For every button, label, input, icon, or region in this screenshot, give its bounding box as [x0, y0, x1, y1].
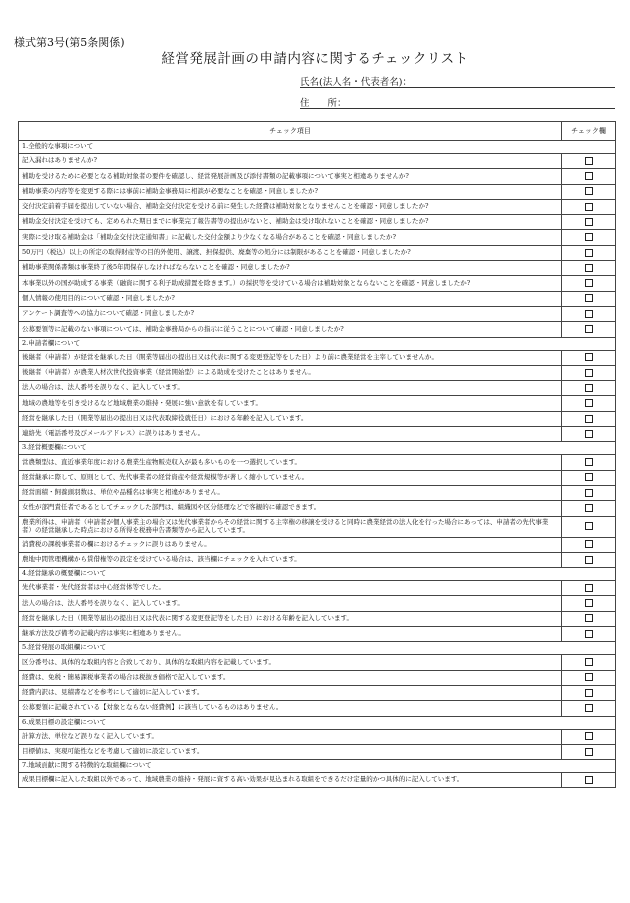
checklist-row	[19, 516, 616, 537]
checkbox[interactable]	[585, 187, 593, 195]
check-cell	[562, 365, 616, 380]
checklist-row	[19, 455, 616, 470]
column-header-item: チェック項目	[19, 122, 562, 141]
section-title: 2.申請者欄について	[19, 337, 616, 350]
check-cell	[562, 470, 616, 485]
checklist-row	[19, 485, 616, 500]
check-cell	[562, 169, 616, 184]
checkbox[interactable]	[585, 415, 593, 423]
checklist-item-text: 法人の場合は、法人番号を誤りなく、記入しています。	[19, 596, 562, 611]
checklist-row	[19, 596, 616, 611]
section-title: 7.地域貢献に関する特徴的な取組欄について	[19, 760, 616, 773]
check-cell	[562, 199, 616, 214]
checklist-row	[19, 501, 616, 516]
checklist-item-text: 営農類型は、直近事業年度における農業生産物販売収入が最も多いものを一つ選択しています。	[19, 455, 562, 470]
checklist-item-text: 後継者（申請者）が経営を継承した日（開業等届出の提出日又は代表に関する変更登記等をした日）より前に農業経営を主宰していませんか。	[19, 350, 562, 365]
checkbox[interactable]	[585, 614, 593, 622]
checklist-item-text: 補助事業の内容等を変更する際には事前に補助金事務局に相談が必要なことを確認・同意しましたか?	[19, 184, 562, 199]
checkbox[interactable]	[585, 249, 593, 257]
section-title: 3.経営概要欄について	[19, 442, 616, 455]
address-label-part1: 住	[300, 98, 310, 109]
section-header-row	[19, 337, 616, 350]
check-cell	[562, 184, 616, 199]
section-header-row	[19, 642, 616, 655]
section-header-row	[19, 760, 616, 773]
check-cell	[562, 350, 616, 365]
check-cell	[562, 611, 616, 626]
check-cell	[562, 537, 616, 552]
check-cell	[562, 627, 616, 642]
check-cell	[562, 381, 616, 396]
checklist-item-text: 女性が部門責任者であるとしてチェックした部門は、組織図や区分経理などで客観的に確認できます。	[19, 501, 562, 516]
checkbox[interactable]	[585, 264, 593, 272]
checklist-row	[19, 322, 616, 337]
checklist-item-text: 補助を受けるために必要となる補助対象者の要件を確認し、経営発展計画及び添付書類の記載事項について事実と相違ありませんか?	[19, 169, 562, 184]
check-cell	[562, 670, 616, 685]
section-title: 6.成果目標の設定欄について	[19, 716, 616, 729]
address-field[interactable]	[300, 95, 615, 109]
checklist-item-text: 経費は、免税・簡易課税事業者の場合は税抜き価格で記入しています。	[19, 670, 562, 685]
form-number: 様式第3号(第5条関係)	[14, 36, 125, 49]
checklist-item-text: 個人情報の使用目的について確認・同意しましたか?	[19, 291, 562, 306]
checklist-item-text: 消費税の課税事業者の欄におけるチェックに誤りはありません。	[19, 537, 562, 552]
applicant-name-field[interactable]	[300, 74, 615, 88]
checklist-row	[19, 396, 616, 411]
checklist-item-text: 先代事業者・先代経営者は中心経営体等でした。	[19, 581, 562, 596]
check-cell	[562, 773, 616, 788]
checkbox[interactable]	[585, 172, 593, 180]
checklist-item-text: 経営を継承した日（開業等届出の提出日又は代表に関する変更登記等をした日）における年齢を記入しています。	[19, 611, 562, 626]
checklist-row	[19, 427, 616, 442]
check-cell	[562, 701, 616, 716]
checklist-item-text: 継承方法及び備考の記載内容は事実に相違ありません。	[19, 627, 562, 642]
check-cell	[562, 230, 616, 245]
checkbox[interactable]	[585, 430, 593, 438]
check-cell	[562, 455, 616, 470]
checklist-row	[19, 276, 616, 291]
check-cell	[562, 291, 616, 306]
checkbox[interactable]	[585, 157, 593, 165]
checklist-row	[19, 184, 616, 199]
checkbox[interactable]	[585, 748, 593, 756]
checklist-row	[19, 230, 616, 245]
checklist-row	[19, 199, 616, 214]
checklist-item-text: 経費内訳は、見積書などを参考にして適切に記入しています。	[19, 685, 562, 700]
checkbox[interactable]	[585, 279, 593, 287]
checkbox[interactable]	[585, 369, 593, 377]
checkbox[interactable]	[585, 540, 593, 548]
column-header-check: チェック欄	[562, 122, 616, 141]
checklist-row	[19, 365, 616, 380]
checkbox[interactable]	[585, 353, 593, 361]
checkbox[interactable]	[585, 489, 593, 497]
checklist-item-text: 計算方法、単位など誤りなく記入しています。	[19, 729, 562, 744]
check-cell	[562, 245, 616, 260]
checklist-row	[19, 154, 616, 169]
check-cell	[562, 729, 616, 744]
checklist-item-text: 公募要領等に記載のない事項については、補助金事務局からの指示に従うことについて確認・同意しましたか?	[19, 322, 562, 337]
check-cell	[562, 261, 616, 276]
check-cell	[562, 427, 616, 442]
check-cell	[562, 744, 616, 759]
check-cell	[562, 655, 616, 670]
checklist-item-text: 記入漏れはありませんか?	[19, 154, 562, 169]
section-header-row	[19, 141, 616, 154]
checkbox[interactable]	[585, 473, 593, 481]
check-cell	[562, 322, 616, 337]
section-title: 1.全般的な事項について	[19, 141, 616, 154]
checkbox[interactable]	[585, 689, 593, 697]
checkbox[interactable]	[585, 658, 593, 666]
checklist-item-text: 農地中間管理機構から賃借権等の設定を受けている場合は、該当欄にチェックを入れています。	[19, 552, 562, 567]
checklist-item-text: 成果目標欄に記入した取組以外であって、地域農業の維持・発展に資する高い効果が見込まれる取組をできるだけ定量的かつ具体的に記入しています。	[19, 773, 562, 788]
check-cell	[562, 411, 616, 426]
checkbox[interactable]	[585, 325, 593, 333]
checklist-item-text: 公募要領に記載されている【対象とならない経費例】に該当しているものはありません。	[19, 701, 562, 716]
checklist-row	[19, 261, 616, 276]
checkbox[interactable]	[585, 522, 593, 530]
checklist-row	[19, 670, 616, 685]
checklist-row	[19, 627, 616, 642]
checklist-item-text: 連絡先（電話番号及びメールアドレス）に誤りはありません。	[19, 427, 562, 442]
checklist-item-text: 交付決定前着手届を提出していない場合、補助金交付決定を受ける前に発生した経費は補助対象となりませんことを確認・同意しましたか?	[19, 199, 562, 214]
checklist-row	[19, 552, 616, 567]
checklist-item-text: 補助金交付決定を受けても、定められた期日までに事業完了報告書等の提出がないと、補助金は受け取れないことを確認・同意しましたか?	[19, 215, 562, 230]
checklist-item-text: 経営を継承した日（開業等届出の提出日又は代表取締役就任日）における年齢を記入しています。	[19, 411, 562, 426]
checklist-item-text: 経営継承に際して、原則として、先代事業者の経営資産や経営規模等が著しく縮小していません。	[19, 470, 562, 485]
check-cell	[562, 276, 616, 291]
checkbox[interactable]	[585, 599, 593, 607]
checklist-row	[19, 537, 616, 552]
checkbox[interactable]	[585, 203, 593, 211]
check-cell	[562, 215, 616, 230]
checkbox[interactable]	[585, 732, 593, 740]
checklist-row	[19, 729, 616, 744]
section-title: 5.経営発展の取組欄について	[19, 642, 616, 655]
checklist-item-text: アンケート調査等への協力について確認・同意しましたか?	[19, 306, 562, 321]
checklist-item-text: 補助事業関係書類は事業終了後5年間保存しなければならないことを確認・同意しましたか?	[19, 261, 562, 276]
checkbox[interactable]	[585, 776, 593, 784]
checklist-item-text: 地域の農地等を引き受けるなど地域農業の維持・発展に強い意欲を有しています。	[19, 396, 562, 411]
checkbox[interactable]	[585, 704, 593, 712]
checkbox[interactable]	[585, 218, 593, 226]
check-cell	[562, 516, 616, 537]
checklist-item-text: 目標値は、実現可能性などを考慮して適切に設定しています。	[19, 744, 562, 759]
check-cell	[562, 685, 616, 700]
checklist-row	[19, 581, 616, 596]
checklist-row	[19, 381, 616, 396]
check-cell	[562, 501, 616, 516]
checklist-item-text: 後継者（申請者）が農業人材次世代投資事業（経営開始型）による助成を受けたことはありません。	[19, 365, 562, 380]
checklist-item-text: 50万円（税込）以上の所定の取得財産等の目的外使用、譲渡、担保提供、廃棄等の処分には制限があることを確認・同意しましたか?	[19, 245, 562, 260]
checkbox[interactable]	[585, 399, 593, 407]
checkbox[interactable]	[585, 384, 593, 392]
checklist-table	[18, 121, 616, 788]
checklist-row	[19, 611, 616, 626]
document-title: 経営発展計画の申請内容に関するチェックリスト	[161, 51, 469, 67]
checklist-row	[19, 773, 616, 788]
checklist-row	[19, 470, 616, 485]
checkbox[interactable]	[585, 504, 593, 512]
checklist-row	[19, 701, 616, 716]
checklist-row	[19, 245, 616, 260]
checklist-row	[19, 169, 616, 184]
checklist-item-text: 本事業以外の国が助成する事業（融資に関する利子助成措置を除きます。）の採択等を受けている場合は補助対象とならないことを確認・同意しましたか?	[19, 276, 562, 291]
checkbox[interactable]	[585, 458, 593, 466]
checkbox[interactable]	[585, 310, 593, 318]
checklist-item-text: 法人の場合は、法人番号を誤りなく、記入しています。	[19, 381, 562, 396]
check-cell	[562, 552, 616, 567]
checkbox[interactable]	[585, 673, 593, 681]
address-label-part2: 所：	[327, 98, 347, 109]
section-title: 4.経営継承の概要欄について	[19, 568, 616, 581]
section-header-row	[19, 442, 616, 455]
checkbox[interactable]	[585, 233, 593, 241]
checklist-item-text: 区分番号は、具体的な取組内容と合致しており、具体的な取組内容を記載しています。	[19, 655, 562, 670]
checkbox[interactable]	[585, 556, 593, 564]
section-header-row	[19, 716, 616, 729]
checklist-item-text: 実際に受け取る補助金は「補助金交付決定通知書」に記載した交付金額より少なくなる場合があることを確認・同意しましたか?	[19, 230, 562, 245]
check-cell	[562, 306, 616, 321]
table-header-row	[19, 122, 616, 141]
section-header-row	[19, 568, 616, 581]
checklist-row	[19, 655, 616, 670]
checklist-row	[19, 291, 616, 306]
checklist-row	[19, 411, 616, 426]
checklist-row	[19, 215, 616, 230]
checklist-row	[19, 306, 616, 321]
checklist-row	[19, 350, 616, 365]
applicant-name-label: 氏名(法人名・代表者名)：	[300, 77, 412, 88]
check-cell	[562, 485, 616, 500]
checklist-item-text: 経営面積・飼養頭羽数は、単位や品種名は事実と相違がありません。	[19, 485, 562, 500]
checkbox[interactable]	[585, 294, 593, 302]
check-cell	[562, 396, 616, 411]
checkbox[interactable]	[585, 630, 593, 638]
check-cell	[562, 596, 616, 611]
check-cell	[562, 581, 616, 596]
check-cell	[562, 154, 616, 169]
checklist-row	[19, 685, 616, 700]
checklist-item-text: 農業所得は、申請者（申請者が個人事業主の場合又は先代事業者からその経営に関する主宰権の移譲を受けると同時に農業経営の法人化を行った場合にあっては、申請者の先代事業者）の経営継承した時点における所得を税務申告書類等から記入しています。	[19, 516, 562, 537]
checklist-row	[19, 744, 616, 759]
checkbox[interactable]	[585, 584, 593, 592]
